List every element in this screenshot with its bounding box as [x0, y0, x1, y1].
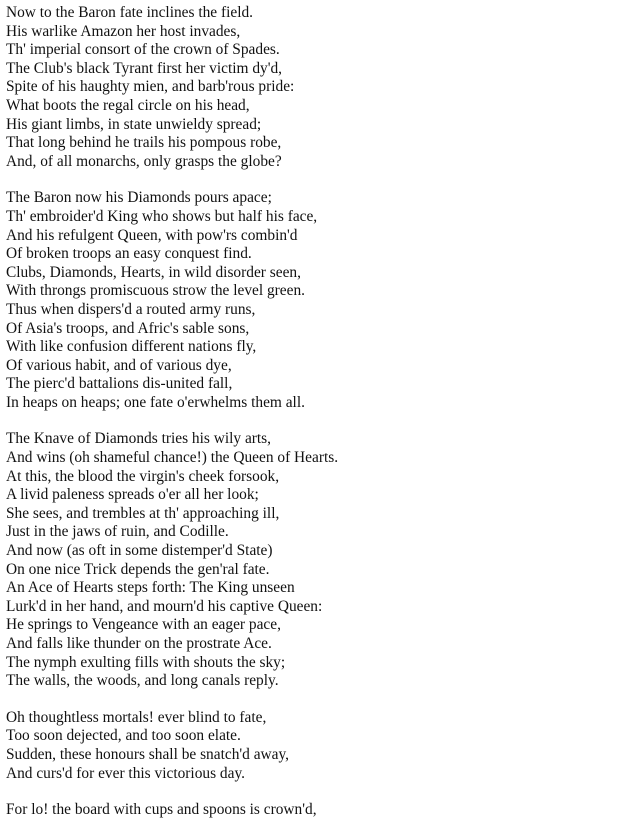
poem-line: He springs to Vengeance with an eager pace,: [6, 616, 281, 634]
poem-line: At this, the blood the virgin's cheek forsook,: [6, 467, 280, 485]
poem-line: The Knave of Diamonds tries his wily arts,: [6, 430, 272, 448]
poem-line: Thus when dispers'd a routed army runs,: [6, 300, 256, 318]
stanza-5: [6, 801, 630, 820]
poem-line: And his refulgent Queen, with pow'rs combin'd: [6, 226, 298, 244]
poem-line: In heaps on heaps; one fate o'erwhelms them all.: [6, 393, 305, 411]
poem-line: Just in the jaws of ruin, and Codille.: [6, 523, 229, 541]
poem-line: And, of all monarchs, only grasps the globe?: [6, 152, 282, 170]
stanza-1: [6, 4, 630, 171]
poem-line: His warlike Amazon her host invades,: [6, 22, 241, 40]
poem-line: Th' embroider'd King who shows but half his face,: [6, 207, 318, 225]
poem-line: With throngs promiscuous strow the level green.: [6, 282, 306, 300]
poem-line: And curs'd for ever this victorious day.: [6, 764, 245, 782]
poem-line: For lo! the board with cups and spoons is crown'd,: [6, 801, 317, 819]
poem-line: And falls like thunder on the prostrate Ace.: [6, 635, 272, 652]
poem-page: [6, 4, 630, 838]
poem-line: Th' imperial consort of the crown of Spades.: [6, 41, 280, 59]
stanza-3: [6, 430, 630, 690]
stanza-4: [6, 709, 630, 783]
poem-line: With like confusion different nations fly,: [6, 338, 257, 356]
poem-line: She sees, and trembles at th' approaching ill,: [6, 504, 280, 522]
poem-line: And now (as oft in some distemper'd State): [6, 542, 273, 560]
poem-line: His giant limbs, in state unwieldy spread;: [6, 115, 262, 133]
poem-line: The nymph exulting fills with shouts the sky;: [6, 653, 286, 671]
poem-line: The Baron now his Diamonds pours apace;: [6, 189, 272, 207]
poem-line: The Club's black Tyrant first her victim dy'd,: [6, 59, 283, 77]
poem-line: Of various habit, and of various dye,: [6, 356, 232, 374]
poem-line: Of broken troops an easy conquest find.: [6, 245, 252, 263]
stanza-2: [6, 189, 630, 412]
poem-line: Of Asia's troops, and Afric's sable sons,: [6, 319, 250, 337]
poem-line: That long behind he trails his pompous robe,: [6, 134, 282, 152]
poem-line: An Ace of Hearts steps forth: The King unseen: [6, 579, 295, 597]
poem-line: What boots the regal circle on his head,: [6, 96, 250, 114]
poem-line: Lurk'd in her hand, and mourn'd his captive Queen:: [6, 597, 323, 615]
poem-line: The pierc'd battalions dis-united fall,: [6, 375, 233, 393]
poem-line: Clubs, Diamonds, Hearts, in wild disorder seen,: [6, 263, 301, 281]
poem-line: Spite of his haughty mien, and barb'rous pride:: [6, 78, 295, 96]
poem-line: Oh thoughtless mortals! ever blind to fate,: [6, 708, 267, 726]
poem-line: Now to the Baron fate inclines the field.: [6, 4, 254, 21]
poem-line: And wins (oh shameful chance!) the Queen of Hearts.: [6, 449, 339, 467]
poem-line: Sudden, these honours shall be snatch'd away,: [6, 745, 290, 763]
poem-line: On one nice Trick depends the gen'ral fate.: [6, 560, 270, 578]
poem-line: A livid paleness spreads o'er all her look;: [6, 486, 259, 504]
poem-line: The walls, the woods, and long canals reply.: [6, 672, 279, 690]
poem-line: Too soon dejected, and too soon elate.: [6, 727, 241, 745]
